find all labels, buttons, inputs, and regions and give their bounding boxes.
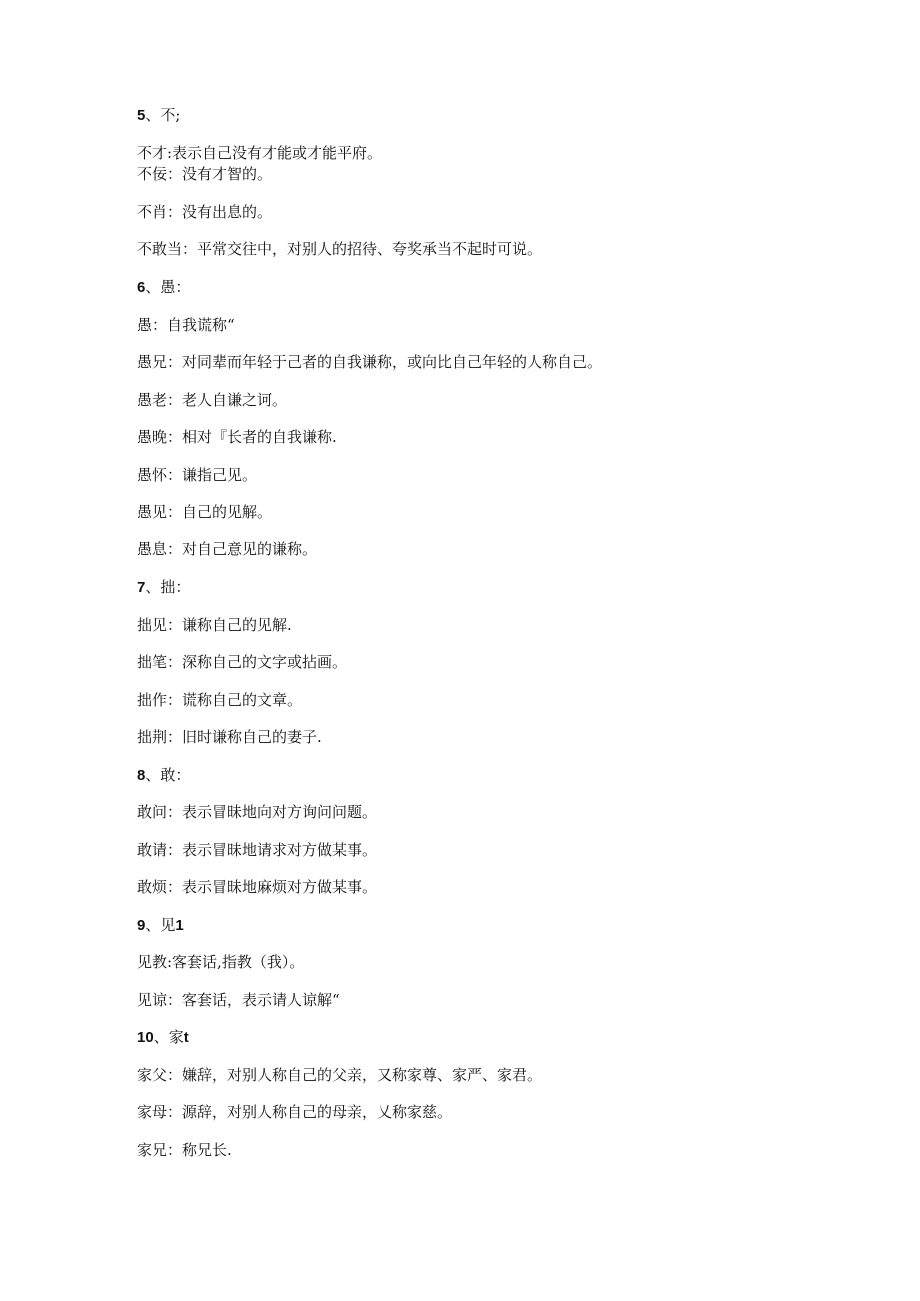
entry-line: 家父：嫌辞，对别人称自己的父亲，又称家尊、家严、家君。 [137,1066,543,1084]
section-heading-9 [137,915,184,936]
section-number: 8 [137,767,146,784]
entry-line: 不敢当：平常交往中，对别人的招待、夸奖承当不起时可说。 [137,240,543,258]
section-title-suffix: t [183,1029,189,1046]
section-heading-5 [137,105,180,126]
entry-line: 愚兄：对同辈而年轻于己者的自我谦称，或向比自己年轻的人称自己。 [137,353,603,371]
entry-line: 敢请：表示冒昧地请求对方做某事。 [137,841,378,859]
entry-line: 见教:客套话,指教（我）。 [137,953,305,971]
section-heading-10 [137,1027,189,1048]
entry-line: 拙见：谦称自己的见解. [137,616,292,634]
entry-line: 愚：自我谎称“ [137,316,235,334]
section-number: 6 [137,279,146,296]
section-heading-7 [137,577,190,598]
entry-line: 愚老：老人自谦之诃。 [137,391,288,409]
entry-line: 拙笔：深称自己的文字或拈画。 [137,653,348,671]
section-title-suffix: 1 [175,917,184,934]
entry-line: 见谅：客套话，表示请人谅解“ [137,991,340,1009]
section-number: 9 [137,917,146,934]
section-title: 、愚： [145,278,191,296]
entry-line: 不才:表示自己没有才能或才能平府。 [137,144,383,162]
section-number: 5 [137,107,146,124]
section-number: 7 [137,579,146,596]
section-title: 、不; [145,106,181,124]
section-number: 10 [137,1029,154,1046]
entry-line: 愚见：自己的见解。 [137,503,273,521]
section-title: 、见 [145,916,176,934]
entry-line: 敢问：表示冒昧地向对方询问问题。 [137,803,378,821]
entry-line: 拙荆：旧时谦称自己的妻子. [137,728,322,746]
entry-line: 家兄：称兄长. [137,1141,232,1159]
section-title: 、敢： [145,766,191,784]
entry-line: 家母：源辞，对别人称自己的母亲，乂称家慈。 [137,1103,453,1121]
section-heading-6 [137,277,190,298]
entry-line: 愚怀：谦指己见。 [137,466,258,484]
entry-line: 不肖：没有出息的。 [137,203,273,221]
section-title: 、拙： [145,578,191,596]
entry-line: 拙作：谎称自己的文章。 [137,691,303,709]
entry-line: 不佞：没有才智的。 [137,165,273,183]
entry-line: 愚息：对自己意见的谦称。 [137,540,318,558]
section-title: 、家 [153,1028,184,1046]
entry-line: 敢烦：表示冒昧地麻烦对方做某事。 [137,878,378,896]
entry-line: 愚晚：相对『长者的自我谦称. [137,428,337,446]
section-heading-8 [137,765,190,786]
